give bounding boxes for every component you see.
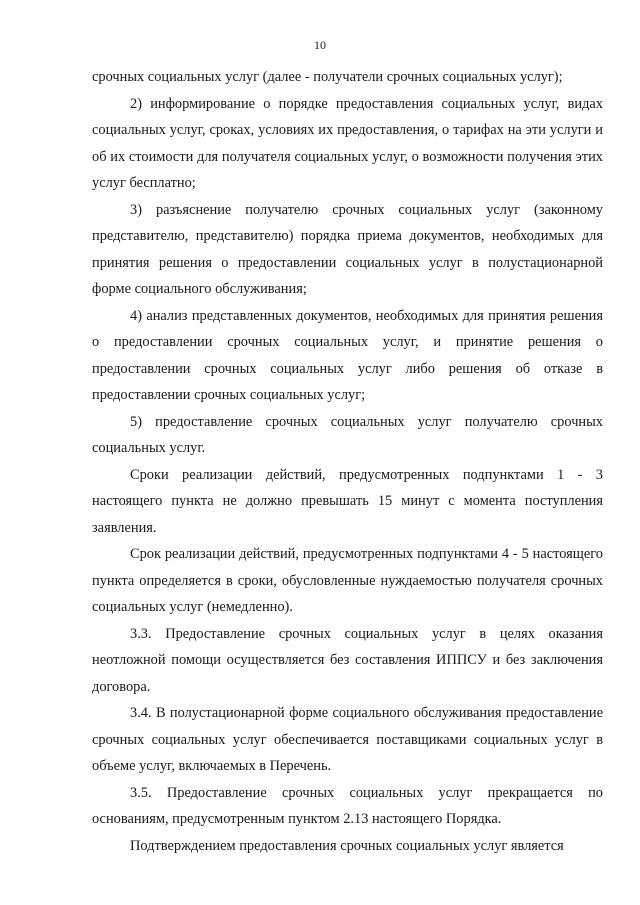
paragraph-item-2: 2) информирование о порядке предоставления социальных услуг, видах социальных услуг, сроках, условиях их предоставления, о тарифах на эти услуги и об их стоимости для получателя социальных услуг, о возможности получения этих услуг бесплатно; xyxy=(92,95,603,191)
page-number: 10 xyxy=(314,38,326,52)
paragraph-item-3: 3) разъяснение получателю срочных социальных услуг (законному представителю, представителю) порядка приема документов, необходимых для принятия решения о предоставлении социальных услуг в полустационарной форме социального обслуживания; xyxy=(92,201,603,297)
paragraph-deadlines-1-3: Сроки реализации действий, предусмотренных подпунктами 1 - 3 настоящего пункта не должно превышать 15 минут с момента поступления заявления. xyxy=(92,466,603,536)
paragraph-3-4: 3.4. В полустационарной форме социального обслуживания предоставление срочных социальных услуг обеспечивается поставщиками социальных услуг в объеме услуг, включаемых в Перечень. xyxy=(92,705,603,774)
document-body xyxy=(92,64,603,859)
paragraph-deadlines-4-5: Срок реализации действий, предусмотренных подпунктами 4 - 5 настоящего пункта определяется в сроки, обусловленные нуждаемостью получателя срочных социальных услуг (немедленно). xyxy=(92,546,603,615)
paragraph-item-4: 4) анализ представленных документов, необходимых для принятия решения о предоставлении срочных социальных услуг, и принятие решения о предоставлении срочных социальных услуг либо решения об отказе в предоставлении срочных социальных услуг; xyxy=(92,307,603,403)
paragraph-continuation: срочных социальных услуг (далее - получатели срочных социальных услуг); xyxy=(92,69,563,85)
paragraph-confirmation: Подтверждением предоставления срочных социальных услуг является xyxy=(130,837,564,854)
paragraph-item-5: 5) предоставление срочных социальных услуг получателю срочных социальных услуг. xyxy=(92,413,603,456)
paragraph-3-5: 3.5. Предоставление срочных социальных услуг прекращается по основаниям, предусмотренным пунктом 2.13 настоящего Порядка. xyxy=(92,784,603,827)
paragraph-3-3: 3.3. Предоставление срочных социальных услуг в целях оказания неотложной помощи осуществляется без составления ИППСУ и без заключения договора. xyxy=(92,625,603,695)
